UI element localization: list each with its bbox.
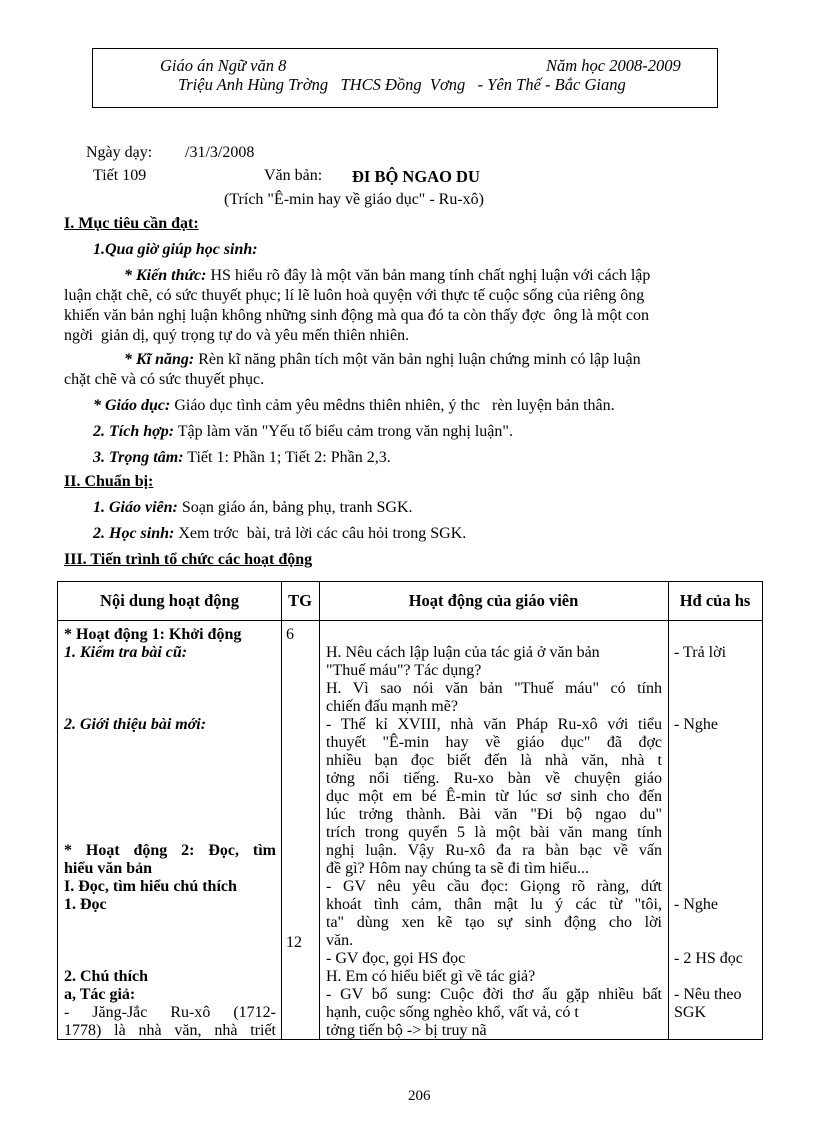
table-header-divider (58, 620, 762, 621)
section-3-heading: III. Tiến trình tổ chức các hoạt động (64, 551, 313, 568)
text-label: Văn bản: (264, 167, 323, 184)
teacher-line: "Thuế máu"? Tác dụng? (326, 662, 482, 679)
lesson-table (57, 581, 763, 1040)
teacher-line: dục một em bé Ê-min từ lúc sơ sinh cho đến (326, 788, 662, 805)
table-col-divider-1 (281, 582, 282, 1039)
teacher-line: H. Vì sao nói văn bản "Thuế máu" có tính (326, 680, 662, 697)
time-12: 12 (286, 934, 302, 951)
table-header-student: Hđ của hs (679, 591, 751, 610)
date-label: Ngày dạy: (86, 144, 153, 161)
student-listen-1: - Nghe (674, 716, 718, 733)
teacher-line: nghị luận. Vậy Ru-xô đa ra bàn bạc về vấn (326, 842, 662, 859)
teacher-line: trích trong quyển 5 là một bài văn mang tính (326, 824, 662, 841)
knowledge-para-line-1: * Kiến thức: HS hiểu rõ đây là một văn bản mang tính chất nghị luận với cách lập (124, 267, 651, 284)
student-prep: 2. Học sinh: Xem trớc bài, trả lời các câu hỏi trong SGK. (93, 525, 467, 542)
author-text-line-2: 1778) là nhà văn, nhà triết (64, 1022, 276, 1039)
education-goal: * Giáo dục: Giáo dục tình cảm yêu mêdns thiên nhiên, ý thc rèn luyện bản thân. (93, 397, 615, 414)
skill-para-line-2: chặt chẽ và có sức thuyết phục. (64, 371, 265, 388)
read-annotate-heading: I. Đọc, tìm hiểu chú thích (64, 878, 237, 895)
teacher-activity-column (326, 644, 662, 1040)
introduce-new-lesson: 2. Giới thiệu bài mới: (64, 716, 207, 733)
teacher-line: chiến đấu mạnh mẽ? (326, 698, 458, 715)
teacher-line: tởng nổi tiếng. Ru-xo bàn về chuyện giáo (326, 770, 662, 787)
teacher-line: - GV đọc, gọi HS đọc (326, 950, 466, 967)
integration-goal: 2. Tích hợp: Tập làm văn "Yếu tố biểu cảm trong văn nghị luận". (93, 423, 513, 440)
teacher-line: lúc trởng thành. Bài văn "Đi bộ ngao du" (326, 806, 662, 823)
student-read: - 2 HS đọc (674, 950, 743, 967)
focus-goal: 3. Trọng tâm: Tiết 1: Phần 1; Tiết 2: Phần 2,3. (93, 449, 391, 466)
student-answer: - Trả lời (674, 644, 727, 661)
page-number: 206 (408, 1088, 431, 1104)
teacher-line: - GV bổ sung: Cuộc đời thơ ấu gặp nhiều bất (326, 986, 662, 1003)
date-value: /31/3/2008 (185, 144, 255, 161)
knowledge-para-line-3: khiến văn bản nghị luận không những sinh động mà qua đó ta còn thấy đợc ông là một con (64, 307, 650, 324)
time-6: 6 (286, 626, 294, 643)
teacher-line: H. Nêu cách lập luận của tác giả ở văn bản (326, 644, 600, 661)
student-state-line-2: SGK (674, 1004, 707, 1021)
text-title: ĐI BỘ NGAO DU (352, 167, 480, 186)
excerpt-source: (Trích "Ê-min hay về giáo dục" - Ru-xô) (224, 191, 484, 208)
teacher-line: đề gì? Hôm nay chúng ta sẽ đi tìm hiểu... (326, 860, 590, 877)
header-school-year: Năm học 2008-2009 (546, 56, 681, 75)
section-1-sub1: 1.Qua giờ giúp học sinh: (93, 241, 258, 258)
teacher-prep: 1. Giáo viên: Soạn giáo án, bảng phụ, tranh SGK. (93, 499, 413, 516)
table-col-divider-2 (319, 582, 320, 1039)
teacher-line: khoát tình cảm, thân mật lu ý các từ "tôi, (326, 896, 662, 913)
teacher-line: ta" dùng xen kẽ tạo sự sinh động cho lời (326, 914, 662, 931)
header-author-line: Triệu Anh Hùng Trờng THCS Đồng Vơng - Yên Thế - Bắc Giang (178, 75, 626, 94)
period-label: Tiết 109 (93, 167, 147, 184)
author-heading: a, Tác giả: (64, 986, 136, 1003)
teacher-line: H. Em có hiểu biết gì về tác giả? (326, 968, 536, 985)
teacher-line: hạnh, cuộc sống nghèo khổ, vất vả, có t (326, 1004, 579, 1021)
annotation-heading: 2. Chú thích (64, 968, 149, 985)
teacher-line: nhiều bạn đọc biết đến là nhà văn, nhà t (326, 752, 662, 769)
author-text-line-1: - Jăng-Jắc Ru-xô (1712- (64, 1004, 276, 1021)
section-2-heading: II. Chuẩn bị: (64, 473, 154, 490)
table-header-teacher: Hoạt động của giáo viên (408, 591, 579, 610)
header-subject: Giáo án Ngữ văn 8 (160, 56, 287, 75)
teacher-line: tởng tiến bộ -> bị truy nã (326, 1022, 487, 1039)
activity-2-heading-line-1: * Hoạt động 2: Đọc, tìm (64, 842, 276, 859)
teacher-line: - Thế kỉ XVIII, nhà văn Pháp Ru-xô với tiểu (326, 716, 662, 733)
student-state-line-1: - Nêu theo (674, 986, 742, 1003)
knowledge-para-line-4: ngời giản dị, quý trọng tự do và yêu mến thiên nhiên. (64, 327, 410, 344)
review-old-lesson: 1. Kiểm tra bài cũ: (64, 644, 188, 661)
teacher-line: thuyết "Ê-min hay về giáo dục" đã đợc (326, 734, 662, 751)
table-header-content: Nội dung hoạt động (100, 591, 239, 610)
knowledge-para-line-2: luận chặt chẽ, có sức thuyết phục; lí lẽ luôn hoà quyện với thực tế cuộc sống của riêng ông (64, 287, 645, 304)
activity-1-heading: * Hoạt động 1: Khởi động (64, 626, 242, 643)
activity-2-heading-line-2: hiểu văn bản (64, 860, 153, 877)
table-col-divider-3 (668, 582, 669, 1039)
teacher-line: - GV nêu yêu cầu đọc: Giọng rõ ràng, dứt (326, 878, 662, 895)
section-1-heading: I. Mục tiêu cần đạt: (64, 215, 199, 232)
table-header-time: TG (288, 591, 312, 610)
reading-heading: 1. Đọc (64, 896, 107, 913)
skill-para-line-1: * Kĩ năng: Rèn kĩ năng phân tích một văn bản nghị luận chứng minh có lập luận (124, 351, 641, 368)
teacher-line: văn. (326, 932, 354, 949)
student-listen-2: - Nghe (674, 896, 718, 913)
